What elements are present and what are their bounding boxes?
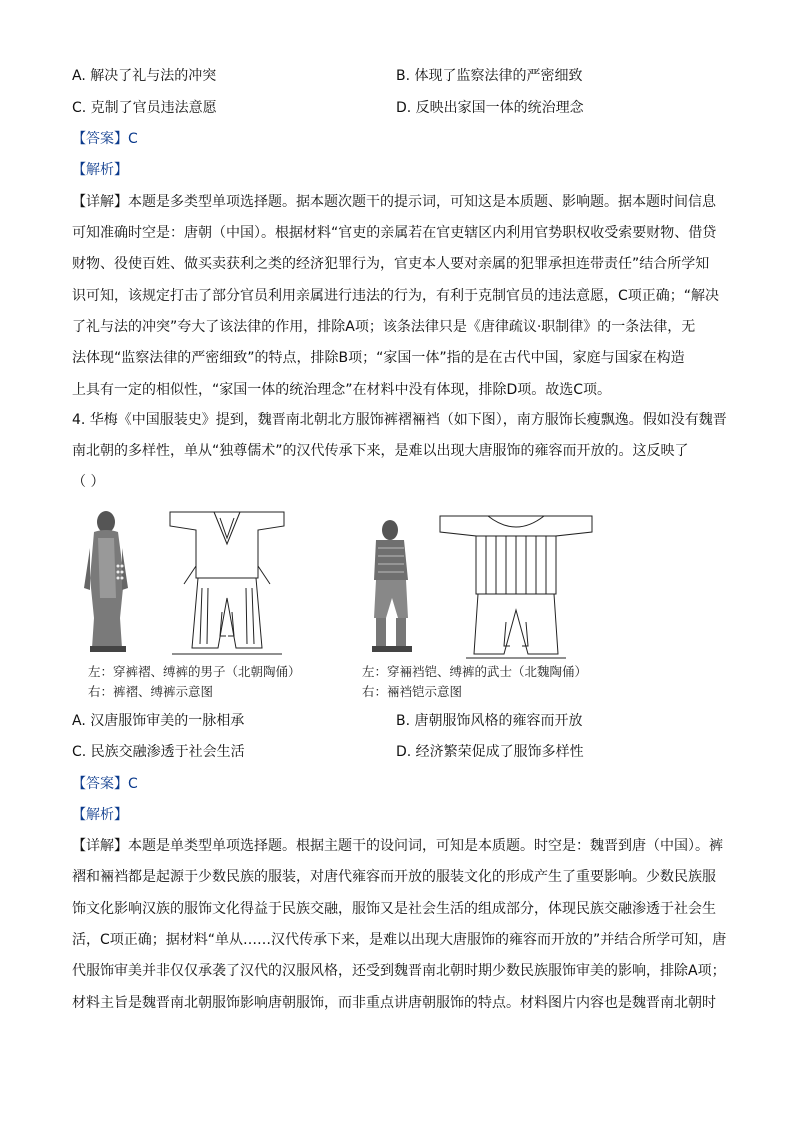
q4-detail-line: 材料主旨是魏晋南北朝服饰影响唐朝服饰，而非重点讲唐朝服饰的特点。材料图片内容也是魏晋南北朝时 [72, 995, 716, 1011]
trousers-jacket-schematic [162, 508, 292, 658]
q4-option-a: A. 汉唐服饰审美的一脉相承 [72, 713, 245, 729]
q3-detail-line: 【详解】本题是多类型单项选择题。据本题次题干的提示词，可知这是本质题、影响题。据本题时间信息 [72, 194, 716, 210]
q3-detail-line: 财物、役使百姓、做买卖获利之类的经济犯罪行为，官吏本人要对亲属的犯罪承担连带责任”结合所学知 [72, 256, 710, 272]
figure-caption-left-2: 右：裤褶、缚裤示意图 [88, 684, 214, 699]
q3-detail-line: 法体现“监察法律的严密细致”的特点，排除B项；“家国一体”指的是在古代中国，家庭与国家在构造 [72, 350, 685, 366]
q4-detail-line: 【详解】本题是单类型单项选择题。根据主题干的设问词，可知是本质题。时空是：魏晋到唐（中国）。裤 [72, 838, 723, 854]
armor-schematic [436, 510, 596, 660]
q3-option-c: C. 克制了官员违法意愿 [72, 100, 217, 116]
q4-detail-line: 褶和裲裆都是起源于少数民族的服装，对唐代雍容而开放的服装文化的形成产生了重要影响。少数民族服 [72, 869, 716, 885]
north-dynasty-figurine-image [78, 508, 138, 656]
q4-stem-line: 南北朝的多样性，单从“独尊儒术”的汉代传承下来，是难以出现大唐服饰的雍容而开放的。这反映了 [72, 443, 689, 459]
q4-analysis-label: 【解析】 [72, 807, 128, 823]
q4-stem-line: （ ） [72, 474, 105, 490]
q4-answer: 【答案】C [72, 776, 138, 792]
figure-caption-right-1: 左：穿裲裆铠、缚裤的武士（北魏陶俑） [362, 664, 588, 679]
northern-wei-warrior-figurine-image [366, 518, 418, 656]
q4-stem-line: 4. 华梅《中国服装史》提到，魏晋南北朝北方服饰裤褶裲裆（如下图），南方服饰长瘦飘逸。假如没有魏晋 [72, 412, 727, 428]
q4-option-b: B. 唐朝服饰风格的雍容而开放 [396, 713, 583, 729]
q4-detail-line: 饰文化影响汉族的服饰文化得益于民族交融，服饰又是社会生活的组成部分，体现民族交融渗透于社会生 [72, 901, 716, 917]
q4-detail-line: 活，C项正确；据材料“单从……汉代传承下来，是难以出现大唐服饰的雍容而开放的”并结合所学可知，唐 [72, 932, 727, 948]
q4-option-d: D. 经济繁荣促成了服饰多样性 [396, 744, 584, 760]
q3-analysis-label: 【解析】 [72, 162, 128, 178]
q4-option-c: C. 民族交融渗透于社会生活 [72, 744, 245, 760]
q3-detail-line: 上具有一定的相似性，“家国一体的统治理念”在材料中没有体现，排除D项。故选C项。 [72, 382, 612, 398]
q3-option-b: B. 体现了监察法律的严密细致 [396, 68, 583, 84]
figure-caption-left-1: 左：穿裤褶、缚裤的男子（北朝陶俑） [88, 664, 301, 679]
q3-detail-line: 识可知，该规定打击了部分官员利用亲属进行违法的行为，有利于克制官员的违法意愿，C项正确；“解决 [72, 288, 720, 304]
q3-detail-line: 了礼与法的冲突”夸大了该法律的作用，排除A项；该条法律只是《唐律疏议·职制律》的一条法律，无 [72, 319, 696, 335]
q3-option-a: A. 解决了礼与法的冲突 [72, 68, 217, 84]
figure-caption-right-2: 右：裲裆铠示意图 [362, 684, 463, 699]
q3-option-d: D. 反映出家国一体的统治理念 [396, 100, 584, 116]
q4-detail-line: 代服饰审美并非仅仅承袭了汉代的汉服风格，还受到魏晋南北朝时期少数民族服饰审美的影响，排除A项； [72, 963, 726, 979]
q3-answer: 【答案】C [72, 131, 138, 147]
q3-detail-line: 可知准确时空是：唐朝（中国）。根据材料“官吏的亲属若在官吏辖区内利用官势职权收受索要财物、借贷 [72, 225, 717, 241]
